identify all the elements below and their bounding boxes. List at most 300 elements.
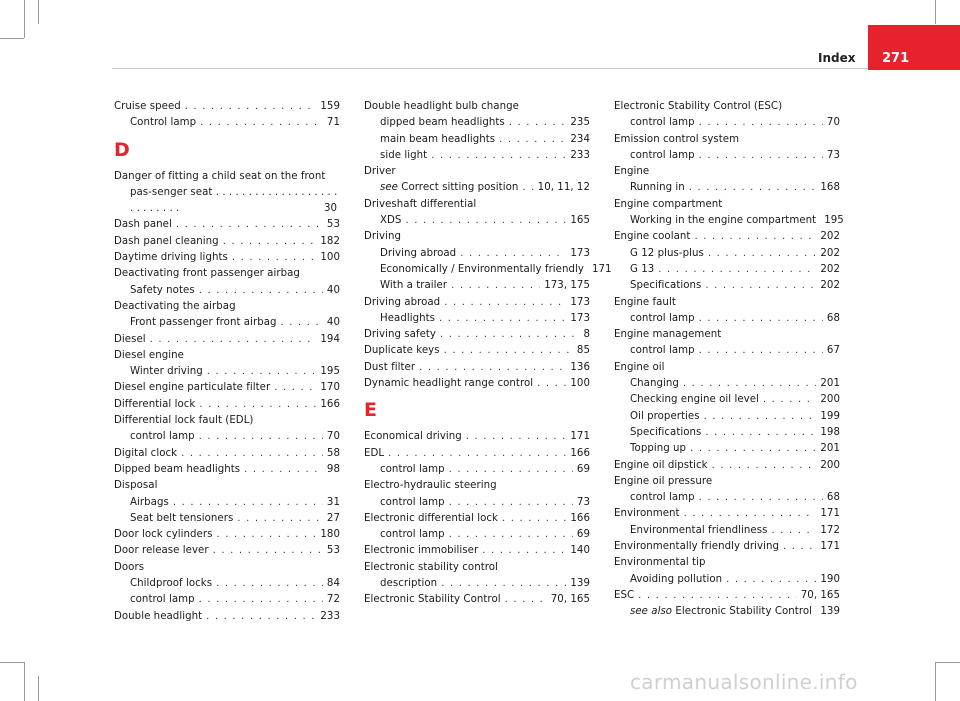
index-entry: [614, 229, 840, 245]
index-entry: [114, 332, 340, 348]
dot-leader: [244, 462, 323, 474]
entry-label: Winter driving: [130, 366, 203, 378]
entry-label: Dust filter: [364, 361, 416, 373]
index-entry: [364, 592, 590, 608]
index-subentry: [364, 213, 590, 229]
dot-leader: [783, 539, 816, 551]
index-entry: Danger of fitting a child seat on the front pas-senger seat . . . . . . . . . . . . . . . . . . . . . . . . . . . 30: [114, 170, 338, 215]
entry-page: 194: [320, 333, 340, 345]
entry-label: Headlights: [380, 312, 436, 324]
dot-leader: [689, 180, 817, 192]
dot-leader: [726, 572, 816, 584]
index-subentry: [614, 213, 844, 229]
dot-leader: [763, 392, 816, 404]
dot-leader: [440, 327, 579, 339]
entry-page: 68: [826, 312, 840, 324]
crop-mark: [38, 0, 39, 24]
entry-label: G 13: [630, 263, 655, 275]
index-subentry: [614, 604, 840, 620]
crop-mark: [24, 0, 25, 38]
index-entry: [614, 197, 840, 213]
entry-label: Dash panel cleaning: [114, 235, 219, 247]
entry-page: 40: [326, 317, 340, 329]
entry-label: control lamp: [380, 496, 445, 508]
index-subentry: [114, 511, 340, 527]
entry-page: 173: [570, 296, 590, 308]
dot-leader: [185, 99, 317, 111]
entry-page: 235: [570, 117, 590, 129]
dot-leader: [223, 234, 317, 246]
index-entry: [114, 527, 340, 543]
entry-page: 170: [320, 382, 340, 394]
crop-mark: [38, 676, 39, 701]
index-subentry: [364, 527, 590, 543]
entry-label: Electro-hydraulic steering: [364, 480, 497, 492]
entry-label: Changing: [630, 378, 679, 390]
entry-page: 198: [820, 426, 840, 438]
entry-label: Specifications: [630, 280, 702, 292]
dot-leader: [388, 446, 566, 458]
dot-leader: [173, 495, 323, 507]
entry-page: 70: [826, 117, 840, 129]
dot-leader: [705, 425, 816, 437]
index-entry: [114, 250, 340, 266]
index-entry: [364, 543, 590, 559]
index-entry: [614, 327, 840, 343]
entry-page: 171: [570, 431, 590, 443]
entry-label: control lamp: [630, 312, 695, 324]
entry-page: 70: [326, 431, 340, 443]
dot-leader: [237, 511, 323, 523]
entry-label: Cruise speed: [114, 101, 181, 112]
dot-leader: [537, 376, 566, 388]
dot-leader: [200, 115, 323, 127]
entry-page: 180: [320, 529, 340, 541]
index-entry: [364, 429, 590, 445]
index-subentry: [614, 376, 840, 392]
entry-label: Engine oil: [614, 361, 665, 373]
index-subentry: [364, 148, 590, 164]
crop-mark: [0, 38, 24, 39]
index-subentry: [114, 592, 340, 608]
dot-leader: [482, 543, 566, 555]
entry-page: 172: [820, 524, 840, 536]
index-subentry: [614, 278, 840, 294]
index-subentry: [364, 278, 590, 294]
entry-label: Driveshaft differential: [364, 198, 477, 210]
entry-page: 27: [326, 512, 340, 524]
index-entry: [364, 560, 590, 576]
entry-label: Doors: [114, 561, 145, 573]
section-letter: D: [114, 138, 130, 161]
entry-page: 98: [326, 463, 340, 475]
entry-label: Duplicate keys: [364, 345, 440, 357]
index-entry: [114, 99, 340, 115]
entry-page: 233: [570, 149, 590, 161]
dot-leader: [683, 376, 817, 388]
entry-page: 68: [826, 492, 840, 504]
entry-page: 73: [826, 149, 840, 161]
index-entry: [614, 458, 840, 474]
entry-page: 202: [820, 263, 840, 275]
index-entry: [614, 555, 840, 571]
index-subentry: [364, 132, 590, 148]
entry-page: 67: [826, 345, 840, 357]
index-subentry: [114, 115, 340, 131]
index-entry: [614, 539, 840, 555]
dot-leader: [771, 523, 816, 535]
entry-label: Specifications: [630, 426, 702, 438]
index-entry: [114, 266, 340, 282]
entry-label: Environmental friendliness: [630, 524, 768, 536]
index-subentry: [364, 311, 590, 327]
entry-page: 70, 165: [550, 594, 590, 606]
index-entry: [114, 299, 340, 315]
index-entry: [614, 295, 840, 311]
index-entry: [364, 343, 590, 359]
index-subentry: [614, 180, 840, 196]
entry-label: Electronic Stability Control: [675, 606, 813, 618]
entry-label: Topping up: [630, 443, 687, 455]
entry-label: Differential lock fault (EDL): [114, 415, 254, 427]
index-entry: [114, 217, 340, 233]
entry-label: Engine: [614, 166, 650, 178]
entry-label: dipped beam headlights: [380, 117, 505, 129]
dot-leader: [502, 511, 566, 523]
entry-label: XDS: [380, 215, 402, 227]
entry-label: control lamp: [630, 492, 695, 504]
index-subentry: [114, 576, 340, 592]
entry-page: 139: [570, 578, 590, 590]
index-subentry: [614, 115, 840, 131]
dot-leader: [216, 576, 323, 588]
index-subentry: [364, 180, 590, 196]
dot-leader: [449, 462, 573, 474]
entry-label: Deactivating front passenger airbag: [114, 268, 300, 280]
index-entry: [114, 560, 340, 576]
entry-label: Driving safety: [364, 329, 437, 341]
entry-label: Dipped beam headlights: [114, 463, 241, 475]
index-entry: [364, 197, 590, 213]
index-entry: [364, 478, 590, 494]
entry-label: Avoiding pollution: [630, 573, 723, 585]
entry-page: 100: [570, 378, 590, 390]
entry-label: Digital clock: [114, 447, 178, 459]
entry-label: Daytime driving lights: [114, 252, 228, 264]
entry-label: Driving abroad: [380, 247, 457, 259]
entry-page: 166: [320, 398, 340, 410]
entry-label: Electronic Stability Control (ESC): [614, 101, 783, 112]
index-entry: [114, 397, 340, 413]
entry-label: Diesel engine particulate filter: [114, 382, 271, 394]
entry-label: Driving: [364, 231, 401, 243]
index-subentry: [114, 315, 340, 331]
entry-label: Electronic Stability Control: [364, 594, 501, 606]
entry-label: Economically / Environmentally friendly: [380, 263, 584, 275]
index-subentry: [614, 523, 840, 539]
dot-leader: [684, 506, 817, 518]
index-entry: [364, 376, 590, 392]
dot-leader: [705, 278, 816, 290]
entry-page: 201: [820, 443, 840, 455]
entry-page: 190: [820, 573, 840, 585]
dot-leader: [419, 360, 566, 372]
entry-page: 84: [326, 578, 340, 590]
index-subentry: [364, 495, 590, 511]
entry-label: control lamp: [130, 594, 195, 606]
index-subentry: [364, 262, 612, 278]
entry-page: 173, 175: [544, 280, 590, 292]
crop-mark: [936, 662, 960, 663]
dot-leader: [708, 246, 817, 258]
index-entry: [364, 446, 590, 462]
entry-page: 234: [570, 133, 590, 145]
entry-label: Driving abroad: [364, 296, 441, 308]
index-entry: [364, 360, 590, 376]
entry-page: 171: [591, 263, 612, 275]
page-number: 271: [882, 51, 910, 66]
entry-label: Safety notes: [130, 284, 195, 296]
section-letter: E: [364, 399, 378, 422]
dot-leader: [451, 278, 540, 290]
dot-leader: [216, 527, 316, 539]
entry-label: G 12 plus-plus: [630, 247, 704, 259]
index-subentry: [364, 115, 590, 131]
entry-label: Diesel engine: [114, 349, 184, 361]
entry-label: Dynamic headlight range control: [364, 378, 534, 390]
crop-mark: [24, 662, 25, 701]
entry-page: 233: [320, 610, 340, 622]
index-subentry: [614, 246, 840, 262]
dot-leader: [460, 246, 566, 258]
entry-page: 195: [824, 215, 844, 227]
dot-leader: [439, 311, 566, 323]
entry-label: control lamp: [130, 431, 195, 443]
dot-leader: [499, 132, 566, 144]
index-entry: [614, 164, 840, 180]
crop-mark: [935, 0, 936, 24]
entry-label: Seat belt tensioners: [130, 512, 234, 524]
entry-label: With a trailer: [380, 280, 448, 292]
index-subentry: [364, 576, 590, 592]
entry-page: 199: [820, 410, 840, 422]
header-rule: [112, 68, 868, 69]
cross-reference-prefix: see: [380, 182, 398, 194]
dot-leader: [505, 592, 547, 604]
index-subentry: [614, 311, 840, 327]
dot-leader: [638, 588, 797, 600]
entry-label: Door lock cylinders: [114, 529, 213, 541]
entry-label: Front passenger front airbag: [130, 317, 277, 329]
dot-leader: [466, 429, 567, 441]
entry-label: Working in the engine compartment: [630, 215, 817, 227]
entry-page: 173: [570, 247, 590, 259]
dot-leader: [699, 343, 823, 355]
entry-page: 139: [820, 606, 840, 618]
watermark: carmanualsonline.info: [630, 670, 858, 694]
index-subentry: [614, 392, 840, 408]
entry-label: control lamp: [630, 149, 695, 161]
entry-label: side light: [380, 149, 428, 161]
entry-page: 8: [583, 329, 590, 341]
entry-label: main beam headlights: [380, 133, 496, 145]
entry-label: Emission control system: [614, 133, 740, 145]
dot-leader: [176, 217, 323, 229]
entry-label: Airbags: [130, 496, 169, 508]
dot-leader: [704, 409, 817, 421]
entry-label: control lamp: [380, 463, 445, 475]
entry-page: 201: [820, 378, 840, 390]
dot-leader: [444, 295, 566, 307]
index-subentry: [614, 343, 840, 359]
index-subentry: [114, 283, 340, 299]
dot-leader: [232, 250, 317, 262]
dot-leader: [509, 115, 567, 127]
index-subentry: [614, 441, 840, 457]
entry-page: 136: [570, 361, 590, 373]
entry-page: 166: [570, 512, 590, 524]
index-subentry: [614, 572, 840, 588]
entry-label: Running in: [630, 182, 685, 194]
index-entry: [364, 295, 590, 311]
entry-label: Engine oil dipstick: [614, 459, 708, 471]
index-entry: [614, 474, 840, 490]
entry-page: 182: [320, 235, 340, 247]
index-subentry: [614, 262, 840, 278]
entry-label: Oil properties: [630, 410, 700, 422]
entry-label: control lamp: [630, 345, 695, 357]
dot-leader: [441, 576, 566, 588]
entry-page: 202: [820, 280, 840, 292]
dot-leader: [206, 609, 316, 621]
entry-label: Dash panel: [114, 219, 172, 231]
index-subentry: [114, 495, 340, 511]
entry-page: 200: [820, 459, 840, 471]
entry-label: Control lamp: [130, 117, 197, 129]
index-entry: [614, 99, 840, 115]
index-entry: [114, 413, 340, 429]
entry-page: 71: [326, 117, 340, 129]
index-entry: [364, 511, 590, 527]
entry-label: Electronic immobiliser: [364, 545, 479, 557]
index-subentry: [614, 425, 840, 441]
index-subentry: [114, 364, 340, 380]
entry-page: 58: [326, 447, 340, 459]
entry-label: Environment: [614, 508, 680, 520]
index-entry: [114, 348, 340, 364]
entry-label: Engine fault: [614, 296, 676, 308]
entry-page: 31: [326, 496, 340, 508]
dot-leader: [449, 495, 573, 507]
dot-leader: [150, 332, 317, 344]
dot-leader: [199, 592, 323, 604]
index-entry: [614, 132, 840, 148]
entry-label: Environmental tip: [614, 557, 706, 569]
entry-label: Economical driving: [364, 431, 462, 443]
index-entry: [114, 609, 340, 625]
index-entry: [364, 99, 590, 115]
index-entry: [114, 380, 340, 396]
entry-page: 53: [326, 545, 340, 557]
entry-page: 10, 11, 12: [537, 182, 590, 194]
dot-leader: [712, 458, 817, 470]
index-entry: [114, 462, 340, 478]
dot-leader: [522, 180, 533, 192]
index-entry: [114, 478, 340, 494]
entry-label: Checking engine oil level: [630, 394, 759, 406]
entry-label: description: [380, 578, 438, 590]
index-entry: [114, 543, 340, 559]
dot-leader: [658, 262, 816, 274]
index-entry: [614, 506, 840, 522]
entry-label: control lamp: [380, 529, 445, 541]
index-entry: [114, 446, 340, 462]
entry-label: Engine coolant: [614, 231, 691, 243]
entry-label: Diesel: [114, 333, 146, 345]
index-entry: [364, 229, 590, 245]
dot-leader: [699, 115, 823, 127]
entry-label: control lamp: [630, 117, 695, 129]
entry-label: Driver: [364, 166, 396, 178]
index-subentry: [364, 462, 590, 478]
entry-page: 69: [576, 463, 590, 475]
index-entry: [114, 234, 340, 250]
dot-leader: [431, 148, 566, 160]
entry-page: 100: [320, 252, 340, 264]
entry-label: Electronic stability control: [364, 561, 498, 573]
entry-label: Correct sitting position: [401, 182, 519, 194]
entry-page: 202: [820, 231, 840, 243]
dot-leader: [405, 213, 566, 225]
entry-page: 53: [326, 219, 340, 231]
entry-label: Danger of fitting a child seat on the front pas-senger seat: [114, 170, 326, 198]
index-subentry: [364, 246, 590, 262]
entry-page: 171: [820, 541, 840, 553]
entry-label: ESC: [614, 589, 635, 601]
entry-label: Environmentally friendly driving: [614, 541, 779, 553]
dot-leader: [207, 364, 317, 376]
dot-leader: [181, 446, 323, 458]
entry-page: 173: [570, 312, 590, 324]
entry-page: 200: [820, 394, 840, 406]
entry-page: 159: [320, 101, 340, 112]
entry-page: 70, 165: [800, 589, 840, 601]
cross-reference-prefix: see also: [630, 606, 673, 618]
index-entry: [614, 588, 840, 604]
dot-leader: [444, 343, 573, 355]
index-subentry: [614, 490, 840, 506]
index-subentry: [614, 148, 840, 164]
entry-page: 72: [326, 594, 340, 606]
crop-mark: [935, 662, 936, 701]
index-entry: [364, 327, 590, 343]
entry-page: 40: [326, 284, 340, 296]
index-column-1: [114, 99, 340, 625]
entry-page: 69: [576, 529, 590, 541]
entry-page: 140: [570, 545, 590, 557]
dot-leader: [199, 397, 316, 409]
entry-page: 165: [570, 215, 590, 227]
entry-label: Disposal: [114, 480, 158, 492]
entry-page: 171: [820, 508, 840, 520]
entry-label: Engine compartment: [614, 198, 723, 210]
index-entry: [614, 360, 840, 376]
entry-label: Childproof locks: [130, 578, 213, 590]
entry-label: Differential lock: [114, 398, 196, 410]
entry-page: 73: [576, 496, 590, 508]
entry-label: Electronic differential lock: [364, 512, 498, 524]
entry-label: Door release lever: [114, 545, 209, 557]
